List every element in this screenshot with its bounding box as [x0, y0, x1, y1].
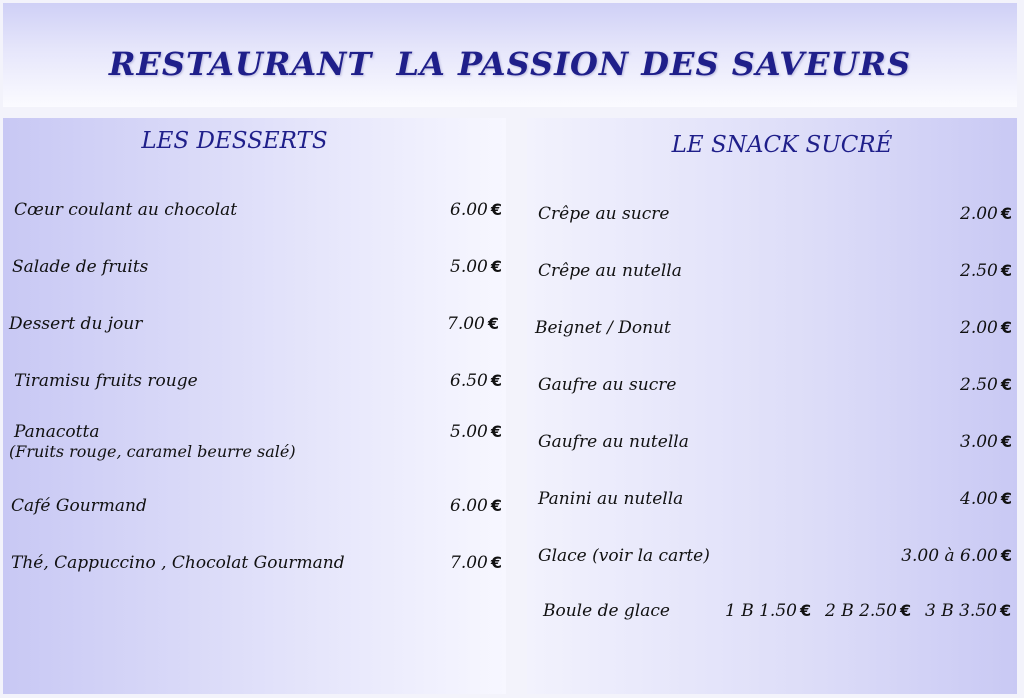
dessert-item-name: Cœur coulant au chocolat — [14, 200, 238, 220]
header-banner — [3, 3, 1017, 107]
desserts-title: LES DESSERTS — [141, 128, 328, 154]
boule-item-name: Boule de glace — [543, 601, 670, 621]
dessert-item-name — [9, 422, 296, 461]
dessert-item-name: Tiramisu fruits rouge — [14, 371, 198, 391]
snack-item-price: 2.50 € — [960, 375, 1012, 395]
snack-item-name: Glace (voir la carte) — [538, 546, 710, 566]
dessert-item-price: 5.00 € — [450, 257, 502, 277]
snack-item-name: Gaufre au sucre — [538, 375, 677, 395]
snack-item-price: 2.50 € — [960, 261, 1012, 281]
dessert-item-name: Café Gourmand — [11, 496, 147, 516]
dessert-item-price: 7.00 € — [447, 314, 499, 334]
snack-item-price: 2.00 € — [960, 318, 1012, 338]
restaurant-title-prefix: RESTAURANT — [108, 45, 373, 83]
dessert-item-price: 5.00 € — [450, 422, 502, 442]
dessert-item-price: 6.00 € — [450, 200, 502, 220]
boule-option: 1 B 1.50 € — [725, 601, 812, 621]
dessert-item-name: Dessert du jour — [9, 314, 143, 334]
boule-option: 3 B 3.50 € — [925, 601, 1012, 621]
snack-item-name: Gaufre au nutella — [538, 432, 689, 452]
dessert-item-detail: (Fruits rouge, caramel beurre salé) — [9, 442, 296, 461]
snack-item-price: 3.00 à 6.00 € — [901, 546, 1012, 566]
snack-item-name: Crêpe au sucre — [538, 204, 670, 224]
snack-item-price: 4.00 € — [960, 489, 1012, 509]
snack-item-price: 2.00 € — [960, 204, 1012, 224]
dessert-item-price: 6.00 € — [450, 496, 502, 516]
dessert-item-price: 7.00 € — [450, 553, 502, 573]
snack-item-name: Crêpe au nutella — [538, 261, 682, 281]
restaurant-name: LA PASSION DES SAVEURS — [396, 45, 912, 83]
dessert-item-name: Salade de fruits — [12, 257, 149, 277]
snack-title: LE SNACK SUCRÉ — [671, 132, 893, 158]
boule-option: 2 B 2.50 € — [825, 601, 912, 621]
restaurant-title — [3, 45, 1017, 83]
snack-item-name: Panini au nutella — [538, 489, 684, 509]
dessert-item-price: 6.50 € — [450, 371, 502, 391]
snack-item-price: 3.00 € — [960, 432, 1012, 452]
dessert-item-title: Panacotta — [14, 422, 100, 442]
snack-item-name: Beignet / Donut — [535, 318, 671, 338]
dessert-item-name: Thé, Cappuccino , Chocolat Gourmand — [11, 553, 345, 573]
